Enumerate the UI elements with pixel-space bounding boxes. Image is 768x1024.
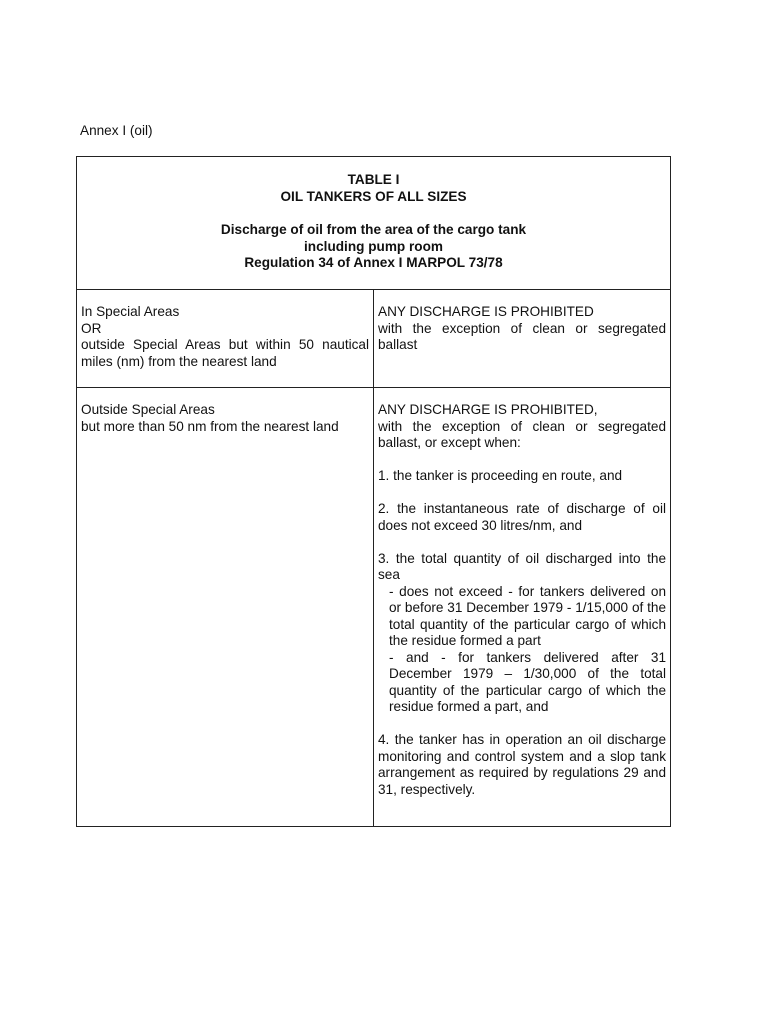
row-2-condition-cell	[77, 388, 374, 827]
table-subtitle: OIL TANKERS OF ALL SIZES	[280, 188, 467, 204]
table-title: TABLE I	[347, 172, 400, 187]
table-heading-line-3: Regulation 34 of Annex I MARPOL 73/78	[244, 255, 503, 270]
row-1-left-line-2: OR	[81, 320, 102, 336]
table-header-cell	[77, 157, 671, 290]
row-1-condition-cell	[77, 290, 374, 388]
condition-item-3b: - and - for tankers delivered after 31 December 1979 – 1/30,000 of the total quantity of the particular cargo of which the residue formed a part, and	[389, 649, 667, 714]
annex-label: Annex I (oil)	[80, 123, 153, 138]
table-heading-line-1: Discharge of oil from the area of the cargo tank	[220, 222, 527, 237]
row-1-left-line-1: In Special Areas	[81, 304, 180, 319]
row-2-intro-2: with the exception of clean or segregated ballast, or except when:	[378, 418, 667, 450]
row-2-intro-1: ANY DISCHARGE IS PROHIBITED,	[378, 402, 598, 417]
row-2-rule-cell	[374, 388, 671, 827]
condition-item-4: 4. the tanker has in operation an oil discharge monitoring and control system and a slop tank arrangement as required by regulations 29 and 31, respectively.	[378, 732, 667, 797]
condition-item-1: 1. the tanker is proceeding en route, and	[378, 468, 623, 483]
table-row	[77, 388, 671, 827]
table-header-row	[77, 157, 671, 290]
row-1-rule-cell	[374, 290, 671, 388]
regulation-table	[76, 156, 671, 827]
table-row	[77, 290, 671, 388]
condition-item-2: 2. the instantaneous rate of discharge of oil does not exceed 30 litres/nm, and	[378, 501, 667, 533]
row-1-left-line-3: outside Special Areas but within 50 nautical miles (nm) from the nearest land	[81, 337, 369, 369]
condition-item-3: 3. the total quantity of oil discharged into the sea	[378, 550, 667, 582]
row-1-right-line-2: with the exception of clean or segregated ballast	[378, 320, 667, 352]
row-2-left-line-1: Outside Special Areas	[81, 402, 215, 417]
table-heading-line-2: including pump room	[304, 238, 443, 254]
row-2-left-line-2: but more than 50 nm from the nearest land	[81, 418, 339, 434]
row-1-right-line-1: ANY DISCHARGE IS PROHIBITED	[378, 304, 594, 319]
condition-item-3a: - does not exceed - for tankers delivered on or before 31 December 1979 - 1/15,000 of the total quantity of the particular cargo of which the residue formed a part	[389, 583, 667, 648]
